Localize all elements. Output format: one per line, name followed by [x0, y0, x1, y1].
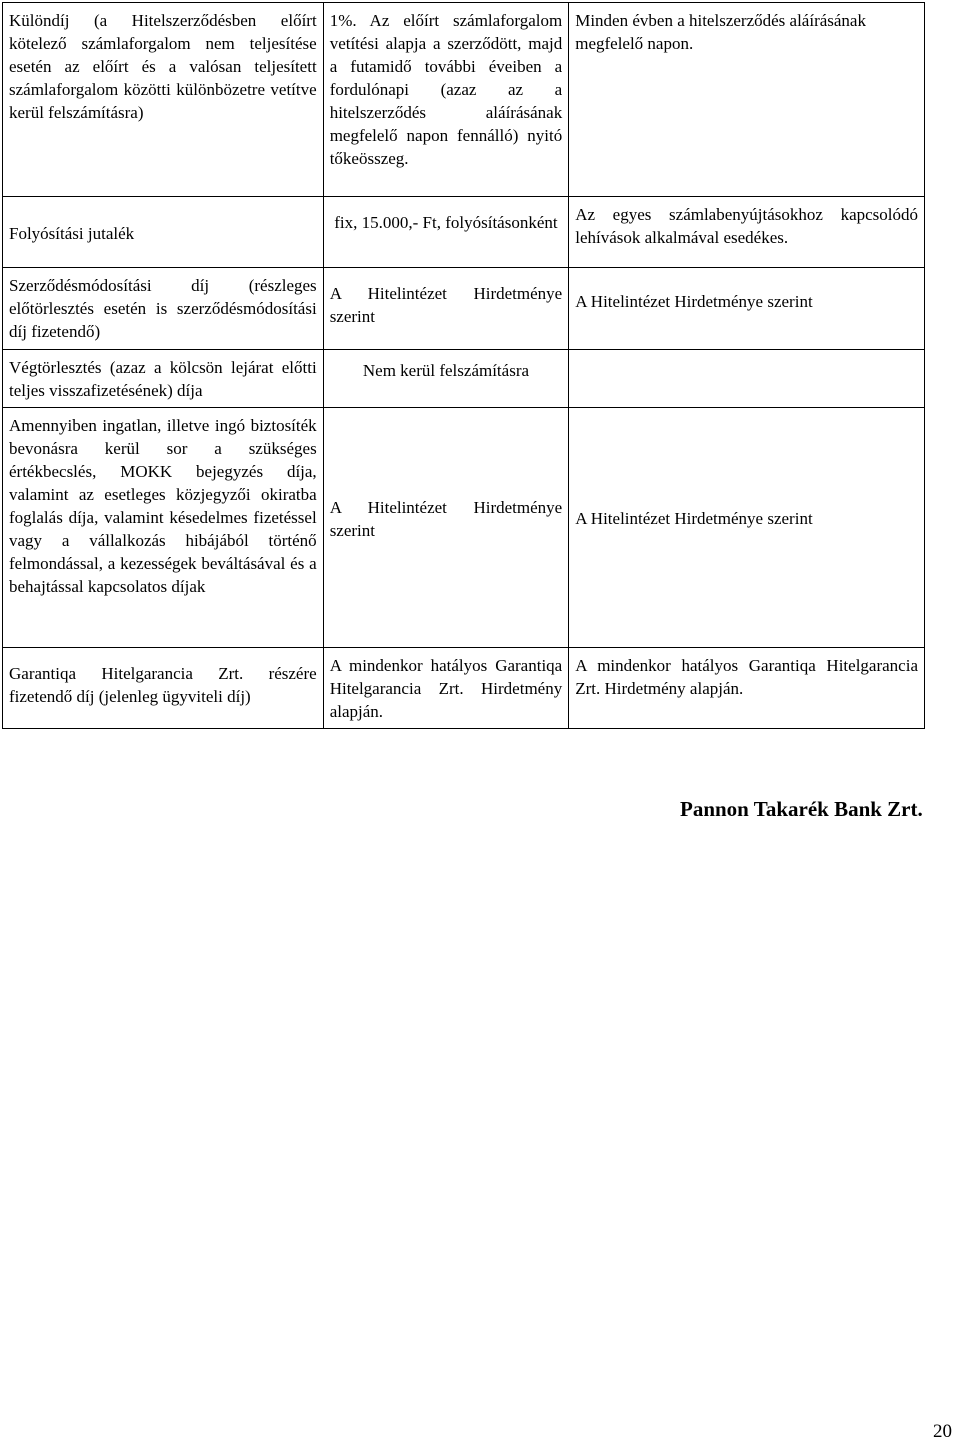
table-row — [3, 408, 925, 648]
fee-name: Különdíj (a Hitelszerződésben előírt kötelező számlaforgalom nem teljesítése esetén az előírt és a valósan teljesített számlaforgalom közötti különbözetre vetítve kerül felszámításra) — [9, 11, 317, 122]
fee-name: Szerződésmódosítási díj (részleges előtörlesztés esetén is szerződésmódosítási díj fizetendő) — [9, 276, 317, 341]
fee-due: Az egyes számlabenyújtásokhoz kapcsolódó lehívások alkalmával esedékes. — [575, 205, 918, 247]
fee-name-cell — [3, 197, 324, 268]
fee-name: Amennyiben ingatlan, illetve ingó biztosíték bevonásra kerül sor a szükséges értékbecslés, MOKK bejegyzés díja, valamint az esetleges közjegyzői okiratba foglalás díja, valamint késedelmes fizetéssel vagy a vállalkozás hibájából történő felmondással, a kezességek beváltásával és a behajtással kapcsolatos díjak — [9, 416, 317, 596]
fee-name-cell — [3, 408, 324, 648]
bank-name: Pannon Takarék Bank Zrt. — [680, 797, 923, 821]
fee-due-cell — [569, 197, 925, 268]
fee-name: Folyósítási jutalék — [9, 224, 135, 243]
fee-due-cell — [569, 648, 925, 729]
fee-name-cell — [3, 648, 324, 729]
fee-amount: A mindenkor hatályos Garantiqa Hitelgarancia Zrt. Hirdetmény alapján. — [329, 656, 563, 721]
table-row — [3, 268, 925, 350]
fee-name-cell — [3, 3, 324, 197]
table-row — [3, 350, 925, 408]
fee-amount-cell — [323, 350, 569, 408]
fee-amount-cell — [323, 268, 569, 350]
page-number: 20 — [933, 1421, 952, 1442]
fee-amount-cell — [323, 197, 569, 268]
fee-due: Minden évben a hitelszerződés aláírásának megfelelő napon. — [575, 11, 866, 53]
fee-amount-cell — [323, 408, 569, 648]
fee-amount: A Hitelintézet Hirdetménye szerint — [329, 498, 563, 540]
fee-name: Garantiqa Hitelgarancia Zrt. részére fizetendő díj (jelenleg ügyviteli díj) — [9, 664, 317, 706]
fee-amount: A Hitelintézet Hirdetménye szerint — [329, 284, 563, 326]
fee-amount: Nem kerül felszámításra — [362, 361, 530, 380]
fee-name: Végtörlesztés (azaz a kölcsön lejárat előtti teljes visszafizetésének) díja — [9, 358, 317, 400]
fee-amount: 1%. Az előírt számlaforgalom vetítési alapja a szerződött, majd a futamidő további éveiben a fordulónapi (azaz az a hitelszerződés aláírásának megfelelő napon fennálló) nyitó tőkeösszeg. — [329, 11, 563, 168]
fee-amount-cell — [323, 3, 569, 197]
fee-due: A mindenkor hatályos Garantiqa Hitelgarancia Zrt. Hirdetmény alapján. — [575, 656, 918, 698]
fee-name-cell — [3, 268, 324, 350]
table-row — [3, 3, 925, 197]
fee-due: A Hitelintézet Hirdetménye szerint — [575, 292, 813, 311]
fee-due: A Hitelintézet Hirdetménye szerint — [575, 509, 813, 528]
fee-amount: fix, 15.000,- Ft, folyósításonként — [334, 213, 558, 232]
fee-amount-cell — [323, 648, 569, 729]
fee-due — [569, 350, 924, 356]
fee-due-cell — [569, 350, 925, 408]
fee-due-cell — [569, 268, 925, 350]
table-row — [3, 197, 925, 268]
table-row — [3, 648, 925, 729]
fee-name-cell — [3, 350, 324, 408]
fee-table — [2, 2, 925, 729]
fee-due-cell — [569, 408, 925, 648]
fee-due-cell — [569, 3, 925, 197]
